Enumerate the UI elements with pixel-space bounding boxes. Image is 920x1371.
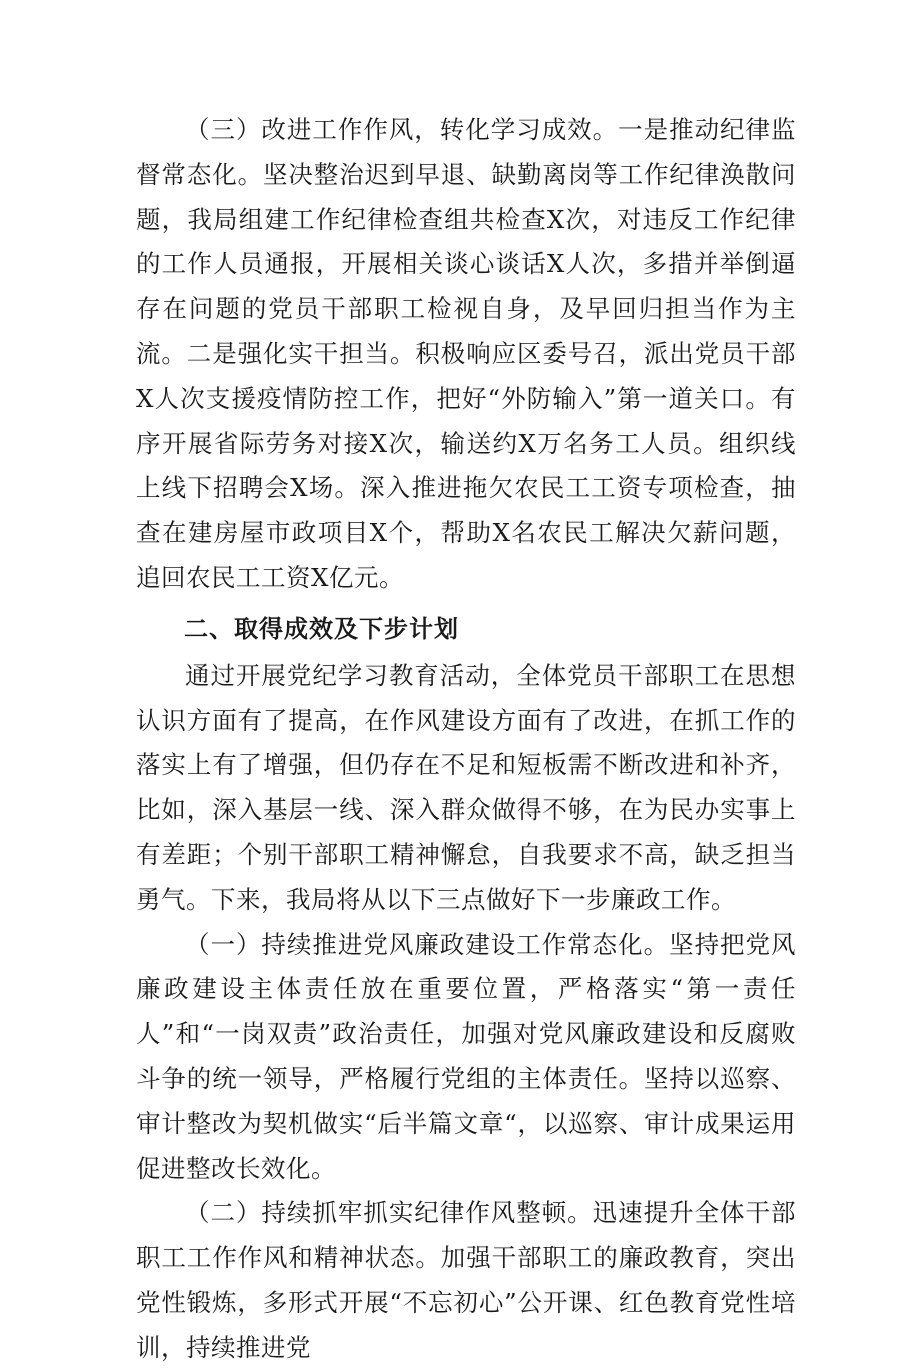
paragraph-plan-one: （一）持续推进党风廉政建设工作常态化。坚持把党风廉政建设主体责任放在重要位置，严格落实“第一责任人”和“一岗双责”政治责任，加强对党风廉政建设和反腐败斗争的统一领导，严格履行党组的主体责任。坚持以巡察、审计整改为契机做实“后半篇文章“，以巡察、审计成果运用促进整改长效化。 bbox=[136, 929, 796, 1183]
paragraph-achievements-summary: 通过开展党纪学习教育活动，全体党员干部职工在思想认识方面有了提高，在作风建设方面有了改进，在抓工作的落实上有了增强，但仍存在不足和短板需不断改进和补齐，比如，深入基层一线、深入群众做得不够，在为民办实事上有差距；个别干部职工精神懈怠，自我要求不高，缺乏担当勇气。下来，我局将从以下三点做好下一步廉政工作。 bbox=[136, 660, 796, 914]
paragraph-plan-two: （二）持续抓牢抓实纪律作风整顿。迅速提升全体干部职工工作作风和精神状态。加强干部职工的廉政教育，突出党性锻炼，多形式开展“不忘初心”公开课、红色教育党性培训，持续推进党 bbox=[136, 1198, 796, 1362]
paragraph-improve-work-style: （三）改进工作作风，转化学习成效。一是推动纪律监督常态化。坚决整治迟到早退、缺勤离岗等工作纪律涣散问题，我局组建工作纪律检查组共检查X次，对违反工作纪律的工作人员通报，开展相关谈心谈话X人次，多措并举倒逼存在问题的党员干部职工检视自身，及早回归担当作为主流。二是强化实干担当。积极响应区委号召，派出党员干部X人次支援疫情防控工作，把好“外防输入”第一道关口。有序开展省际劳务对接X次，输送约X万名务工人员。组织线上线下招聘会X场。深入推进拖欠农民工工资专项检查，抽查在建房屋市政项目X个，帮助X名农民工解决欠薪问题，追回农民工工资X亿元。 bbox=[136, 115, 796, 592]
section-heading-achievements-and-plans: 二、取得成效及下步计划 bbox=[184, 614, 459, 643]
document-body bbox=[136, 108, 796, 1371]
